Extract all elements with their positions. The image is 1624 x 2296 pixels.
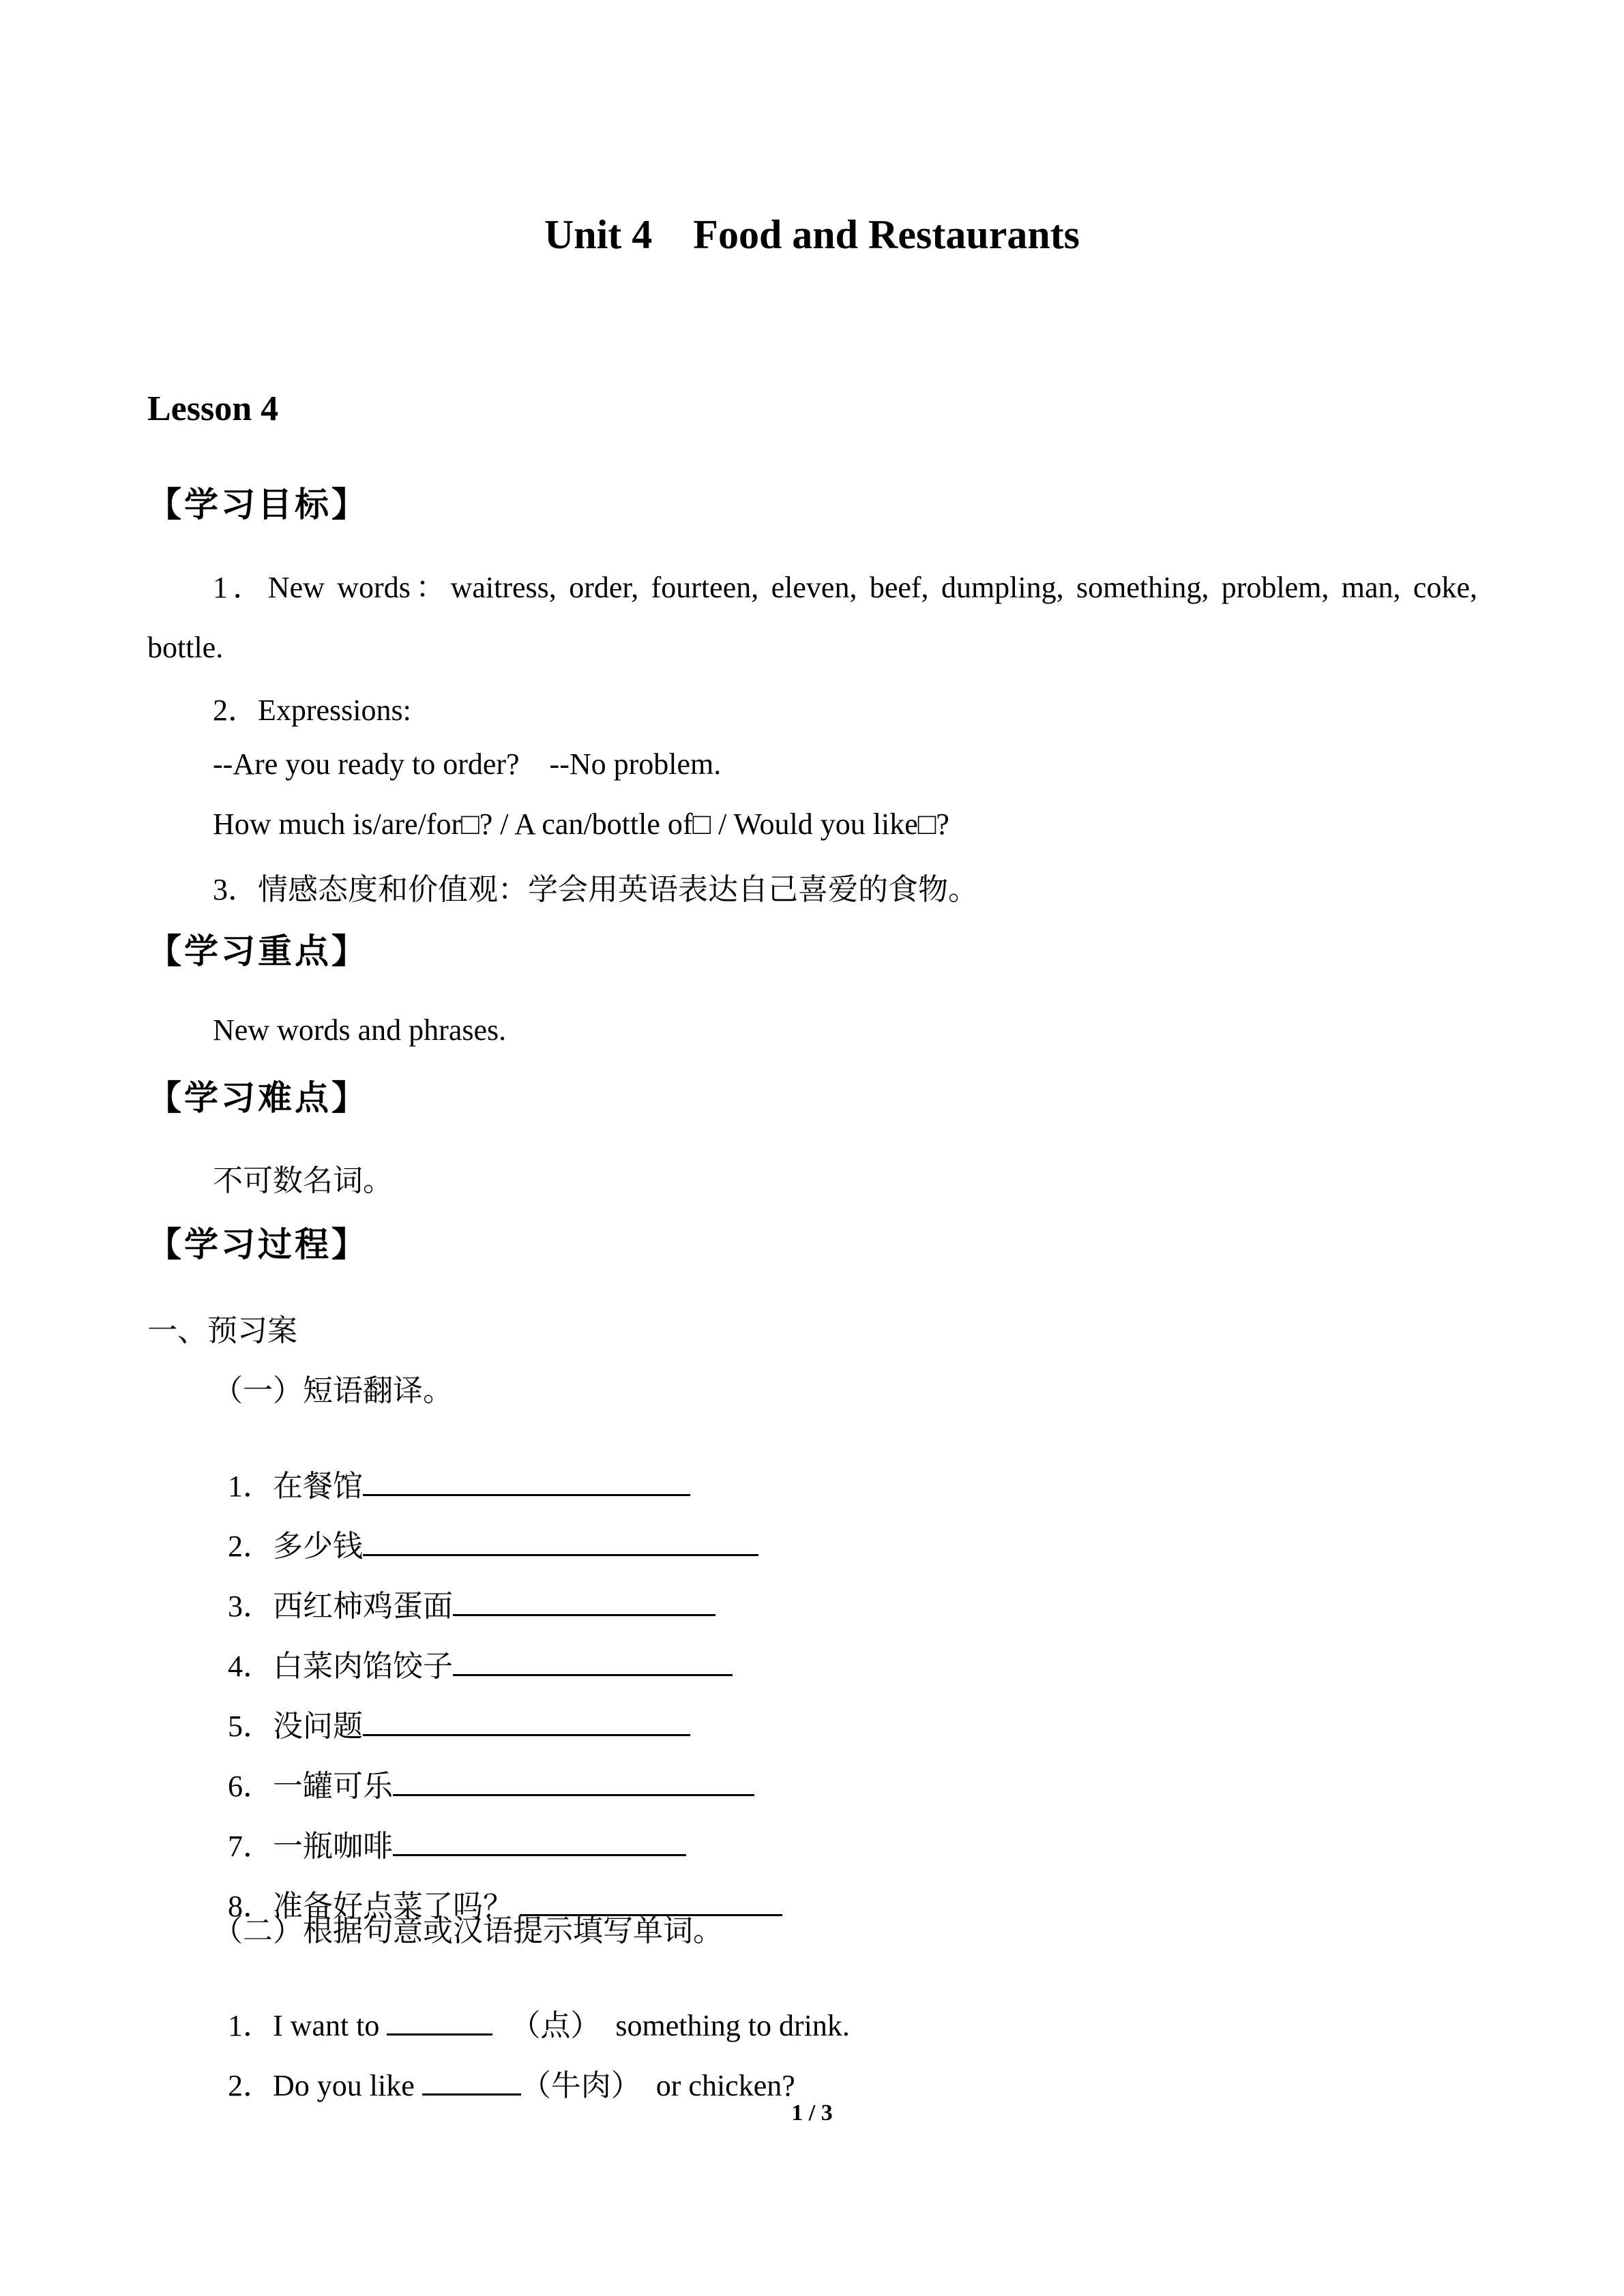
fill-text-before: 1．I want to [228,2009,387,2042]
fill-text-after: （牛肉） or chicken? [520,2069,795,2102]
difficulties-text: 不可数名词。 [213,1164,393,1197]
phrase-label: 7．一瓶咖啡 [228,1830,393,1863]
heading-key-points: 【学习重点】 [147,931,368,971]
phrase-label: 1．在餐馆 [228,1470,363,1503]
lesson-label: Lesson 4 [147,389,279,428]
page-number: 1 / 3 [791,2100,833,2126]
goals-expression-2: How much is/are/for□? / A can/bottle of□ / Would you like□? [213,807,949,841]
heading-difficulties: 【学习难点】 [147,1078,368,1118]
fill-text-after: （点） something to drink. [510,2009,850,2042]
phrase-label: 5．没问题 [228,1710,363,1743]
phrase-label: 3．西红柿鸡蛋面 [228,1590,453,1623]
answer-blank[interactable] [422,2066,521,2096]
goals-item-1: 1．New words：waitress, order, fourteen, eleven, beef, dumpling, something, problem, man, coke, bottle. [147,571,1477,664]
goals-item-2: 2．Expressions: [213,694,411,727]
section-phrase-translation: （一）短语翻译。 [213,1374,453,1407]
part-preview: 一、预习案 [147,1314,297,1347]
document-title: Unit 4 Food and Restaurants [544,212,1080,257]
phrase-label: 6．一罐可乐 [228,1770,393,1803]
goals-expression-1: --Are you ready to order? --No problem. [213,747,722,781]
fill-item-2 [213,2026,795,2104]
key-points-text: New words and phrases. [213,1013,507,1047]
fill-text-before: 2．Do you like [228,2069,422,2102]
section-fill-words: （二）根据句意或汉语提示填写单词。 [213,1914,723,1948]
goals-item-3: 3．情感态度和价值观：学会用英语表达自己喜爱的食物。 [213,873,978,906]
heading-process: 【学习过程】 [147,1225,368,1264]
heading-goals: 【学习目标】 [147,485,368,524]
phrase-label: 4．白菜肉馅饺子 [228,1650,453,1683]
phrase-label: 2．多少钱 [228,1530,363,1563]
phrase-label: 8．准备好点菜了吗？ [228,1890,513,1923]
